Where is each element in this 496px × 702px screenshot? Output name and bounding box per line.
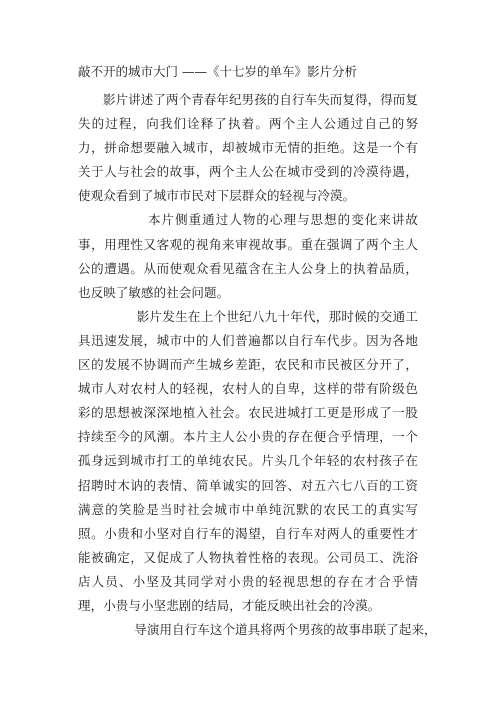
paragraph-1: 影片讲述了两个青春年纪男孩的自行车失而复得，得而复失的过程，向我们诠释了执着。两个主人公通过自己的努力，拼命想要融入城市，却被城市无情的拒绝。这是一个有关于人与社会的故事，两个主人公在城市受到的冷漠待遇，使观众看到了城市市民对下层群众的轻视与冷漠。: [78, 92, 419, 204]
document-title: 敲不开的城市大门 ——《十七岁的单车》影片分析: [78, 64, 357, 79]
paragraph-2: 本片侧重通过人物的心理与思想的变化来讲故事，用理性又客观的视角来审视故事。重在强调了两个主人公的遭遇。从而使观众看见蕴含在主人公身上的执着品质，也反映了敏感的社会问题。: [78, 212, 418, 300]
document-body: [78, 64, 437, 642]
paragraph-4: 导演用自行车这个道具将两个男孩的故事串联了起来，: [134, 622, 437, 638]
paragraph-3: 影片发生在上个世纪八九十年代，那时候的交通工具迅速发展，城市中的人们普遍都以自行车代步。因为各地区的发展不协调而产生城乡差距，农民和市民被区分开了，城市人对农村人的轻视，农村人的自卑，这样的带有阶级色彩的思想被深深地植入社会。农民进城打工更是形成了一股持续至今的风潮。本片主人公小贵的存在便合乎情理，一个孤身远到城市打工的单纯农民。片头几个年轻的农村孩子在招聘时木讷的表情、简单诚实的回答、对五六七八百的工资满意的笑脸是当时社会城市中单纯沉默的农民工的真实写照。小贵和小坚对自行车的渴望，自行车对两人的重要性才能被确定，又促成了人物执着性格的表现。公司员工、洗浴店人员、小坚及其同学对小贵的轻视思想的存在才合乎情理，小贵与小坚悲剧的结局，才能反映出社会的冷漠。: [78, 308, 418, 613]
